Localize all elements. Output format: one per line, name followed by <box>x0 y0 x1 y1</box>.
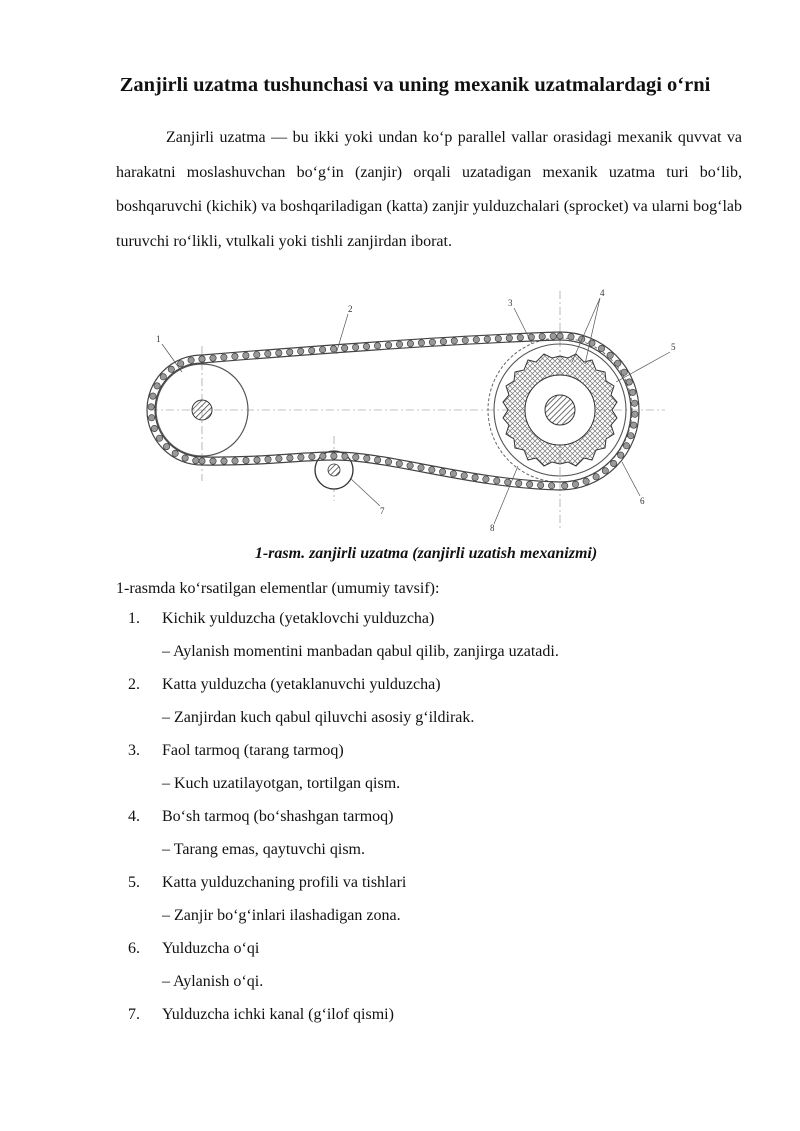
chain-link <box>429 467 435 473</box>
chain-link <box>472 474 478 480</box>
chain-link <box>628 433 634 439</box>
page-title: Zanjirli uzatma tushunchasi va uning mexanik uzatmalardagi o‘rni <box>119 74 711 96</box>
chain-link <box>439 469 445 475</box>
list-item <box>128 874 406 892</box>
chain-link <box>182 455 188 461</box>
chain-drive-figure <box>140 286 680 536</box>
chain-link <box>429 339 435 345</box>
list-item <box>128 940 259 958</box>
chain-link <box>199 356 205 362</box>
chain-link <box>396 341 402 347</box>
chain-link <box>418 340 424 346</box>
list-item-description: – Aylanish momentini manbadan qabul qilib, zanjirga uzatadi. <box>162 643 559 660</box>
chain-link <box>473 337 479 343</box>
chain-link <box>517 334 523 340</box>
list-item-name: Faol tarmoq (tarang tarmoq) <box>162 742 344 759</box>
chain-link <box>172 450 178 456</box>
chain-link <box>298 348 304 354</box>
chain-link <box>385 342 391 348</box>
chain-link <box>407 463 413 469</box>
chain-link <box>526 481 532 487</box>
chain-link <box>506 335 512 341</box>
list-item <box>128 1006 394 1024</box>
chain-link <box>342 453 348 459</box>
list-item <box>128 610 434 628</box>
chain-link <box>607 352 613 358</box>
chain-link <box>562 483 568 489</box>
list-item-number: 3. <box>128 742 140 759</box>
chain-link <box>151 425 157 431</box>
chain-link <box>462 337 468 343</box>
list-item-description: – Tarang emas, qaytuvchi qism. <box>162 841 365 858</box>
chain-link <box>537 482 543 488</box>
chain-link <box>528 334 534 340</box>
chain-link <box>583 478 589 484</box>
chain-link <box>363 343 369 349</box>
list-item-name: Katta yulduzcha (yetaklanuvchi yulduzcha) <box>162 676 441 693</box>
chain-link <box>243 457 249 463</box>
chain-link <box>232 458 238 464</box>
chain-link <box>621 369 627 375</box>
list-item-number: 4. <box>128 808 140 825</box>
chain-link <box>407 340 413 346</box>
chain-link <box>494 478 500 484</box>
chain-link <box>331 453 337 459</box>
chain-link <box>148 404 154 410</box>
list-item-description: – Kuch uzatilayotgan, tortilgan qism. <box>162 775 401 792</box>
chain-link <box>298 454 304 460</box>
chain-link <box>632 411 638 417</box>
list-item-description: – Zanjir bo‘g‘inlari ilashadigan zona. <box>162 907 401 924</box>
chain-link <box>221 458 227 464</box>
chain-link <box>199 458 205 464</box>
chain-link <box>615 360 621 366</box>
chain-link <box>396 461 402 467</box>
chain-link <box>626 379 632 385</box>
chain-link <box>505 479 511 485</box>
figure-label-4: 4 <box>600 288 605 298</box>
chain-link <box>484 336 490 342</box>
chain-link <box>309 347 315 353</box>
chain-link <box>516 480 522 486</box>
list-item-name: Katta yulduzchaning profili va tishlari <box>162 874 407 891</box>
chain-link <box>168 366 174 372</box>
chain-link <box>623 443 629 449</box>
chain-link <box>483 476 489 482</box>
chain-link <box>631 422 637 428</box>
chain-link <box>309 454 315 460</box>
chain-link <box>193 457 199 463</box>
chain-link <box>276 350 282 356</box>
list-item <box>128 676 441 694</box>
chain-link <box>210 355 216 361</box>
figure-label-3: 3 <box>508 298 513 308</box>
intro-paragraph: Zanjirli uzatma — bu ikki yoki undan ko‘p parallel vallar orasidagi mexanik quvvat va harakatni moslashuvchan bo‘g‘in (zanjir) orqali uzatadigan mexanik uzatma turi bo‘lib, boshqaruvchi (kichik) va boshqariladigan (katta) zanjir yulduzchalari (sprocket) va ularni bog‘lab turuvchi ro‘likli, vtulkali yoki tishli zanjirdan iborat. <box>116 129 742 250</box>
chain-link <box>374 457 380 463</box>
list-intro: 1-rasmda ko‘rsatilgan elementlar (umumiy tavsif): <box>116 580 440 597</box>
chain-link <box>221 354 227 360</box>
chain-link <box>539 333 545 339</box>
list-item-number: 5. <box>128 874 140 891</box>
chain-link <box>602 468 608 474</box>
list-item-description: – Aylanish o‘qi. <box>162 973 264 990</box>
chain-link <box>265 351 271 357</box>
chain-link <box>557 333 563 339</box>
chain-link <box>353 454 359 460</box>
chain-link <box>154 383 160 389</box>
chain-link <box>210 458 216 464</box>
chain-link <box>610 460 616 466</box>
chain-link <box>188 357 194 363</box>
list-item-name: Yulduzcha ichki kanal (g‘ilof qismi) <box>162 1006 394 1023</box>
figure-label-2: 2 <box>348 304 353 314</box>
chain-link <box>160 374 166 380</box>
chain-link <box>440 338 446 344</box>
chain-link <box>451 338 457 344</box>
list-item-number: 1. <box>128 610 140 627</box>
chain-link <box>495 335 501 341</box>
chain-link <box>148 415 154 421</box>
chain-link <box>243 352 249 358</box>
chain-link <box>287 455 293 461</box>
chain-link <box>598 345 604 351</box>
chain-link <box>254 457 260 463</box>
list-item-number: 7. <box>128 1006 140 1023</box>
list-item-name: Kichik yulduzcha (yetaklovchi yulduzcha) <box>162 610 435 627</box>
chain-link <box>232 353 238 359</box>
figure-caption: 1-rasm. zanjirli uzatma (zanjirli uzatish mexanizmi) <box>254 545 598 562</box>
chain-link <box>163 443 169 449</box>
chain-link <box>352 344 358 350</box>
chain-link <box>150 393 156 399</box>
figure-label-1: 1 <box>156 334 161 344</box>
chain-link <box>341 345 347 351</box>
chain-link <box>572 481 578 487</box>
figure-label-6: 6 <box>640 496 645 506</box>
chain-link <box>385 459 391 465</box>
list-item-number: 2. <box>128 676 140 693</box>
list-item <box>128 808 394 826</box>
list-item-name: Yulduzcha o‘qi <box>162 940 260 957</box>
chain-link <box>548 483 554 489</box>
chain-link <box>374 343 380 349</box>
chain-link <box>178 361 184 367</box>
chain-link <box>320 453 326 459</box>
figure-label-7: 7 <box>380 506 385 516</box>
chain-link <box>330 346 336 352</box>
list-item-description: – Zanjirdan kuch qabul qiluvchi asosiy g‘ildirak. <box>162 709 475 726</box>
chain-link <box>287 349 293 355</box>
chain-link <box>630 389 636 395</box>
chain-link <box>461 473 467 479</box>
chain-link <box>364 455 370 461</box>
chain-link <box>618 452 624 458</box>
chain-link <box>550 333 556 339</box>
chain-link <box>450 471 456 477</box>
chain-link <box>631 400 637 406</box>
chain-link <box>568 334 574 340</box>
chain-link <box>254 352 260 358</box>
chain-link <box>265 456 271 462</box>
list-item <box>128 742 344 760</box>
figure-label-8: 8 <box>490 523 495 533</box>
figure-label-5: 5 <box>671 342 676 352</box>
list-item-number: 6. <box>128 940 140 957</box>
chain-link <box>418 465 424 471</box>
chain-link <box>593 474 599 480</box>
chain-link <box>319 347 325 353</box>
chain-link <box>156 435 162 441</box>
list-item-name: Bo‘sh tarmoq (bo‘shashgan tarmoq) <box>162 808 394 825</box>
chain-link <box>276 456 282 462</box>
